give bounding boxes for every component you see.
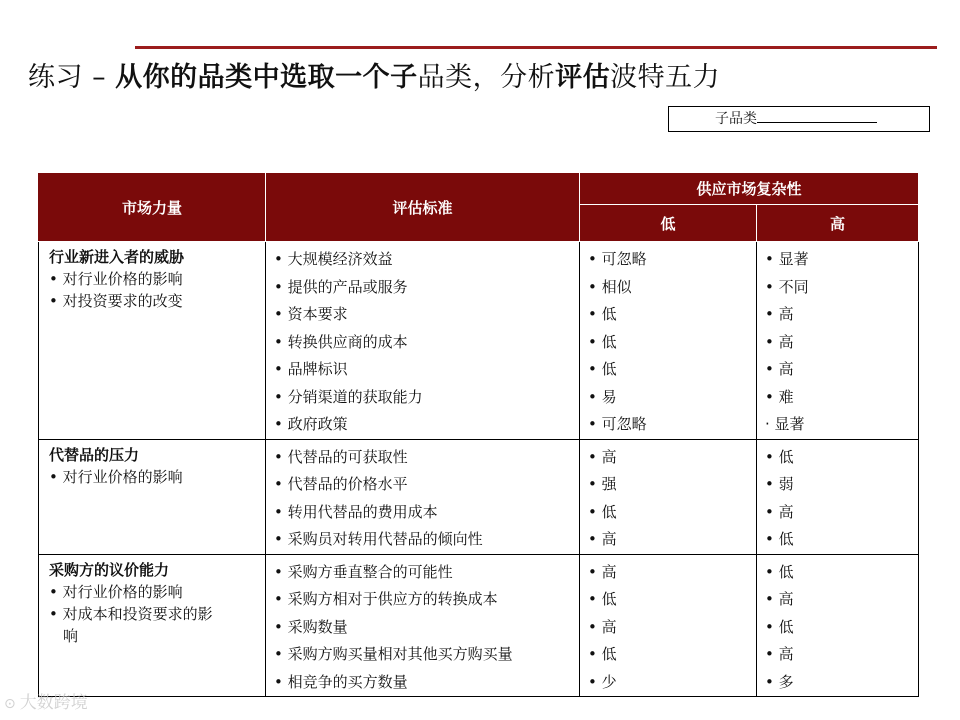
low-item: • 低 xyxy=(588,586,748,614)
high-item: • 高 xyxy=(765,499,910,527)
high-item: • 显著 xyxy=(765,246,910,274)
low-item: • 高 xyxy=(588,614,748,642)
low-item: • 低 xyxy=(588,499,748,527)
criteria-item: • 代替品的价格水平 xyxy=(274,471,571,499)
low-cell xyxy=(580,242,757,440)
high-item: • 难 xyxy=(765,384,910,412)
low-item: • 低 xyxy=(588,356,748,384)
high-item: • 低 xyxy=(765,559,910,587)
criteria-item: • 采购方垂直整合的可能性 xyxy=(274,559,571,587)
criteria-item: • 资本要求 xyxy=(274,301,571,329)
low-item: • 可忽略 xyxy=(588,411,748,439)
factor-cell xyxy=(39,242,266,440)
watermark-text: 大数跨境 xyxy=(19,693,88,713)
low-item: • 强 xyxy=(588,471,748,499)
criteria-item: • 品牌标识 xyxy=(274,356,571,384)
high-item: · 显著 xyxy=(765,411,910,439)
low-item: • 易 xyxy=(588,384,748,412)
factor-cell xyxy=(39,554,266,697)
high-cell xyxy=(757,242,919,440)
high-item: • 高 xyxy=(765,641,910,669)
factor-title: 代替品的压力 xyxy=(49,445,140,464)
high-item: • 低 xyxy=(765,526,910,554)
high-item: • 低 xyxy=(765,614,910,642)
low-item: • 低 xyxy=(588,301,748,329)
subcategory-field[interactable] xyxy=(668,106,930,132)
high-cell xyxy=(757,439,919,554)
watermark-logo-icon: ⊙ xyxy=(4,696,16,712)
header-criteria: 评估标准 xyxy=(266,173,580,242)
criteria-item: • 分销渠道的获取能力 xyxy=(274,384,571,412)
table-row xyxy=(39,242,919,440)
factor-cell xyxy=(39,439,266,554)
low-item: • 高 xyxy=(588,444,748,472)
criteria-item: • 相竞争的买方数量 xyxy=(274,669,571,697)
criteria-item: • 采购员对转用代替品的倾向性 xyxy=(274,526,571,554)
low-item: • 低 xyxy=(588,329,748,357)
criteria-cell xyxy=(266,242,580,440)
header-high: 高 xyxy=(757,205,919,242)
criteria-item: • 提供的产品或服务 xyxy=(274,274,571,302)
high-cell xyxy=(757,554,919,697)
factor-item: • 对行业价格的影响 xyxy=(49,268,257,290)
factor-item: • 对成本和投资要求的影 xyxy=(49,603,257,625)
criteria-item: • 采购方购买量相对其他买方购买量 xyxy=(274,641,571,669)
factor-item: • 对行业价格的影响 xyxy=(49,581,257,603)
factor-item-continuation: 响 xyxy=(63,626,79,645)
low-item: • 高 xyxy=(588,526,748,554)
high-item: • 高 xyxy=(765,329,910,357)
title-bold-1: 从你的品类中选取一个子 xyxy=(115,62,418,93)
header-complexity: 供应市场复杂性 xyxy=(580,173,919,205)
criteria-item: • 政府政策 xyxy=(274,411,571,439)
low-cell xyxy=(580,439,757,554)
high-item: • 高 xyxy=(765,301,910,329)
factor-item: • 对投资要求的改变 xyxy=(49,290,257,312)
subcategory-blank[interactable] xyxy=(757,110,877,123)
criteria-cell xyxy=(266,439,580,554)
high-item: • 不同 xyxy=(765,274,910,302)
high-item: • 高 xyxy=(765,586,910,614)
low-cell xyxy=(580,554,757,697)
high-item: • 弱 xyxy=(765,471,910,499)
low-item: • 高 xyxy=(588,559,748,587)
high-item: • 低 xyxy=(765,444,910,472)
subcategory-label: 子品类 xyxy=(715,111,757,127)
title-prefix: 练习 – xyxy=(28,62,116,93)
low-item: • 少 xyxy=(588,669,748,697)
title-bold-2: 评估 xyxy=(555,62,611,93)
low-item: • 低 xyxy=(588,641,748,669)
factor-title: 采购方的议价能力 xyxy=(49,560,170,579)
criteria-cell xyxy=(266,554,580,697)
low-item: • 相似 xyxy=(588,274,748,302)
criteria-item: • 转换供应商的成本 xyxy=(274,329,571,357)
criteria-item: • 采购方相对于供应方的转换成本 xyxy=(274,586,571,614)
high-item: • 高 xyxy=(765,356,910,384)
header-market-force: 市场力量 xyxy=(39,173,266,242)
table-row xyxy=(39,554,919,697)
title-normal-1: 品类，分析 xyxy=(417,62,556,93)
table-row xyxy=(39,439,919,554)
watermark xyxy=(4,688,88,713)
factor-title: 行业新进入者的威胁 xyxy=(49,248,185,266)
header-low: 低 xyxy=(580,205,757,242)
page-title xyxy=(28,58,720,98)
criteria-item: • 转用代替品的费用成本 xyxy=(274,499,571,527)
five-forces-table xyxy=(38,172,919,697)
factor-item: • 对行业价格的影响 xyxy=(49,466,257,488)
low-item: • 可忽略 xyxy=(588,246,748,274)
criteria-item: • 采购数量 xyxy=(274,614,571,642)
top-divider xyxy=(135,46,937,49)
high-item: • 多 xyxy=(765,669,910,697)
title-normal-2: 波特五力 xyxy=(610,62,721,93)
criteria-item: • 大规模经济效益 xyxy=(274,246,571,274)
criteria-item: • 代替品的可获取性 xyxy=(274,444,571,472)
